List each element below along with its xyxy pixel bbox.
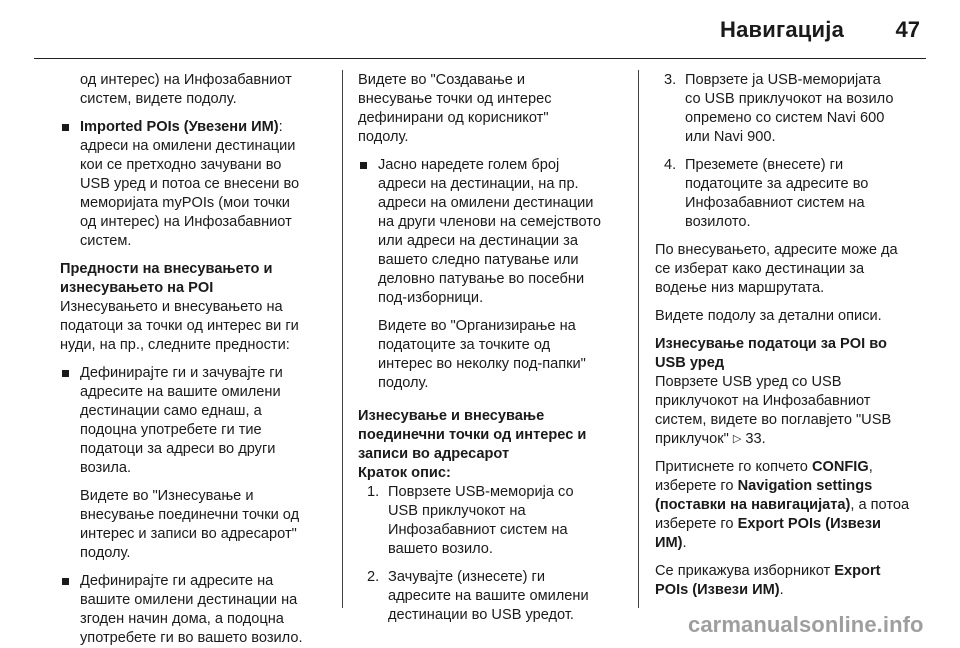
paragraph: По внесувањето, адресите може да се изберат како дестинации за водење низ маршрутата. xyxy=(655,242,898,296)
step-2: 2. Зачувајте (изнесете) ги адресите на вашите омилени дестинации во USB уредот. xyxy=(367,569,589,623)
column-divider-1 xyxy=(342,70,343,608)
step-1: 1. Поврзете USB-меморија со USB приклучокот на Инфозабавниот систем на вашето возило. xyxy=(367,484,574,557)
header-divider xyxy=(34,58,926,59)
step-number: 2. xyxy=(367,569,380,585)
section-heading: Изнесување и внесување поединечни точки од интерес и записи во адресарот xyxy=(358,408,587,462)
paragraph: Се прикажува изборникот Export POIs (Извези ИМ). xyxy=(655,563,881,598)
bullet-marker xyxy=(62,578,69,585)
menu-term-navigation-settings-mk: (поставки на навигацијата) xyxy=(655,497,851,513)
bullet-marker xyxy=(62,370,69,377)
menu-term-navigation-settings: Navigation settings xyxy=(737,478,873,494)
step-number: 4. xyxy=(664,157,677,173)
paragraph: Притиснете го копчето CONFIG, изберете го Navigation settings (поставки на навигацијата), а потоа изберете го Export POIs (Извези ИМ). xyxy=(655,459,910,551)
paragraph: Видете во "Организирање на податоците за точките од интерес во неколку под-папки" подолу. xyxy=(378,318,586,391)
step-4: 4. Преземете (внесете) ги податоците за адресите во Инфозабавниот систем на возилото. xyxy=(664,157,869,230)
paragraph: Видете подолу за детални описи. xyxy=(655,308,882,324)
column-2 xyxy=(358,71,636,625)
paragraph: Видете во "Создавање и внесување точки од интерес дефинирани од корисникот" подолу. xyxy=(358,72,552,145)
column-1 xyxy=(60,71,340,648)
page-reference: 33. xyxy=(745,431,766,447)
column-divider-2 xyxy=(638,70,639,608)
bullet-marker xyxy=(360,162,367,169)
button-term-config: CONFIG xyxy=(811,459,869,475)
bullet-item: Дефинирајте ги и зачувајте ги адресите на вашите омилени дестинации само еднаш, а подоцна употребете ги тие податоци за адреси во други возила. xyxy=(60,364,340,478)
column-3 xyxy=(655,71,927,600)
watermark: carmanualsonline.info xyxy=(688,612,924,637)
step-number: 3. xyxy=(664,72,677,88)
bullet-marker xyxy=(62,124,69,131)
menu-term: Imported POIs (Увезени ИМ) xyxy=(80,119,279,135)
paragraph: од интерес) на Инфозабавниот систем, видете подолу. xyxy=(80,72,292,107)
menu-term-export-pois-mk: ИМ) xyxy=(655,535,683,551)
bullet-imported-pois: Imported POIs (Увезени ИМ): адреси на омилени дестинации кои се претходно зачувани во USB уред и потоа се внесени во меморијата myPOIs (мои точки од интерес) на Инфозабавниот систем. xyxy=(60,118,340,251)
section-title: Навигација xyxy=(720,17,844,42)
menu-term-export: Export xyxy=(834,563,881,579)
page-number: 47 xyxy=(895,17,920,42)
menu-term-export-pois: Export POIs (Извези xyxy=(737,516,881,532)
paragraph: Видете во "Изнесување и внесување поединечни точки од интерес и записи во адресарот" подолу. xyxy=(80,488,300,561)
section-heading: Изнесување податоци за POI во USB уред xyxy=(655,336,887,371)
step-3: 3. Поврзете ја USB-меморијата со USB приклучокот на возило опремено со систем Navi 600 или Navi 900. xyxy=(664,72,894,145)
menu-term-export-pois-2: POIs (Извези ИМ) xyxy=(655,582,780,598)
subheading: Краток опис: xyxy=(358,465,451,481)
paragraph: Поврзете USB уред со USB приклучокот на Инфозабавниот систем, видете во поглавјето "USB приклучок" ▷ 33. xyxy=(655,374,892,447)
paragraph: Изнесувањето и внесувањето на податоци за точки од интерес ви ги нуди, на пр., следните предности: xyxy=(60,299,299,353)
bullet-item: Дефинирајте ги адресите на вашите омилени дестинации на згоден начин дома, а подоцна употребете ги во вашето возило. xyxy=(60,572,340,648)
page-header xyxy=(0,0,960,60)
page-reference-arrow-icon: ▷ xyxy=(732,433,742,445)
step-number: 1. xyxy=(367,484,380,500)
bullet-item: Јасно наредете голем број адреси на дестинации, на пр. адреси на омилени дестинации на други членови на семејството или адреси на дестинации за вашето следно патување или деловно патување во посебни под-изборници. xyxy=(358,156,636,308)
section-heading: Предности на внесувањето и изнесувањето на POI xyxy=(60,261,273,296)
